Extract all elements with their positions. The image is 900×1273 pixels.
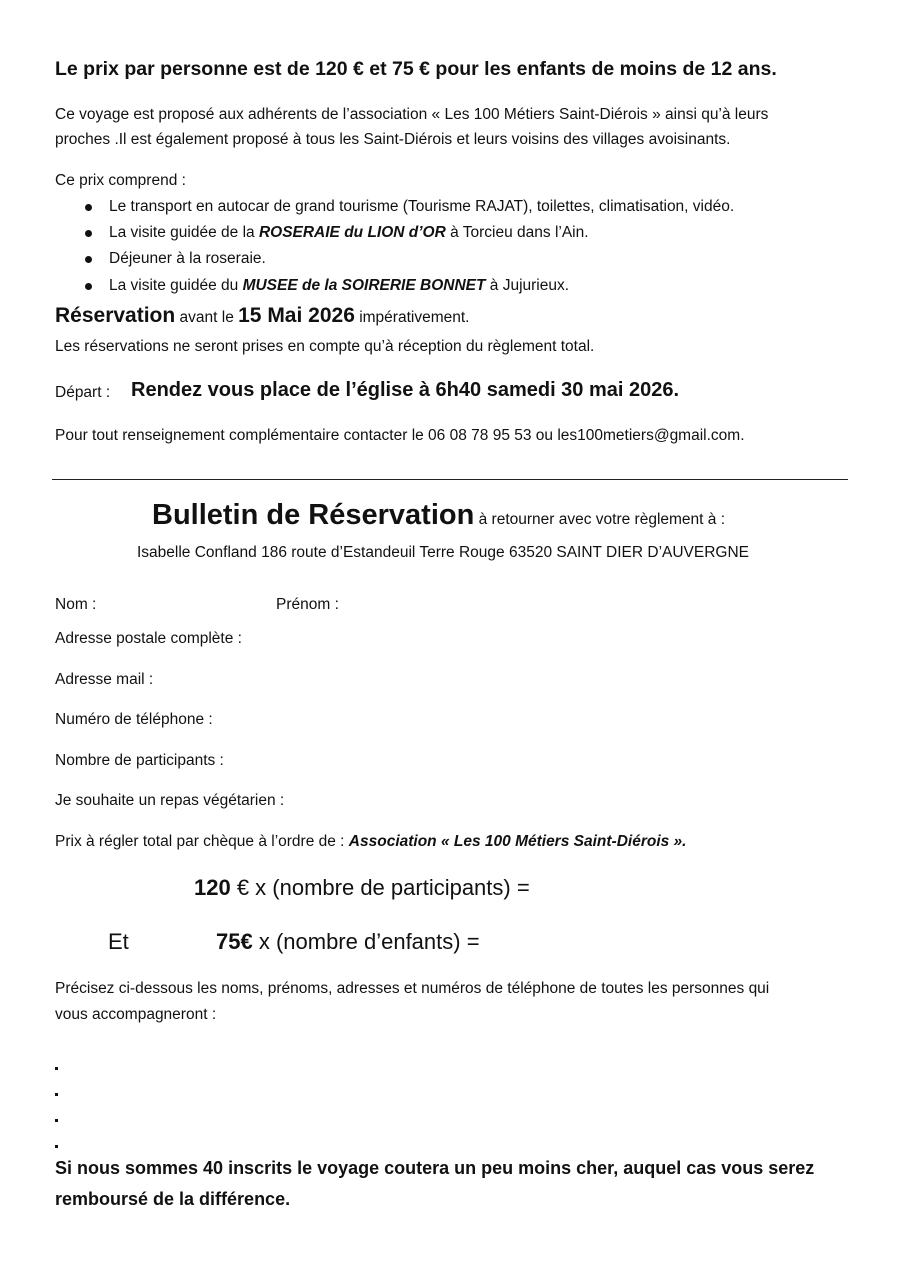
bullet-icon [85, 230, 92, 237]
item-text: La visite guidée de la [109, 224, 259, 241]
closing-line1: Si nous sommes 40 inscrits le voyage coutera un peu moins cher, auquel cas vous serez [55, 1158, 815, 1178]
form-nom-label: Nom : [55, 596, 97, 613]
roseraie-name: ROSERAIE du LION d’OR [258, 224, 446, 241]
blank-line-dot [55, 1145, 58, 1148]
includes-item-transport: Le transport en autocar de grand tourisme (Tourisme RAJAT), toilettes, climatisation, vidéo. [109, 198, 735, 215]
form-adresse-postale-label: Adresse postale complète : [55, 630, 242, 647]
calc-child-rest: x (nombre d’enfants) = [252, 929, 480, 954]
bulletin-header [152, 499, 725, 532]
calc-child-amount: 75€ [216, 929, 253, 954]
reservation-before: avant le [175, 309, 239, 326]
calc-adult-amount: 120 [194, 875, 231, 900]
includes-item-musee [109, 277, 569, 295]
bulletin-address: Isabelle Confland 186 route d’Estandeuil Terre Rouge 63520 SAINT DIER D’AUVERGNE [137, 544, 750, 561]
includes-heading: Ce prix comprend : [55, 172, 186, 189]
bulletin-title: Bulletin de Réservation [152, 499, 475, 531]
bullet-icon [85, 283, 92, 290]
price-headline: Le prix par personne est de 120 € et 75 € pour les enfants de moins de 12 ans. [55, 58, 777, 80]
musee-name: MUSEE de la SOIRERIE BONNET [242, 277, 486, 294]
calc-adult-line [194, 875, 530, 901]
calc-adult-rest: € x (nombre de participants) = [230, 875, 530, 900]
calc-et: Et [108, 929, 129, 954]
item-text: à Jujurieux. [485, 277, 570, 294]
includes-item-roseraie [109, 224, 589, 242]
bullet-icon [85, 204, 92, 211]
reservation-date: 15 Mai 2026 [238, 304, 355, 327]
form-participants-label: Nombre de participants : [55, 752, 224, 769]
contact-text: Pour tout renseignement complémentaire contacter le 06 08 78 95 53 ou les100metiers@gmail.com. [55, 427, 745, 444]
companions-line1: Précisez ci-dessous les noms, prénoms, adresses et numéros de téléphone de toutes les personnes qui [55, 980, 770, 997]
form-telephone-label: Numéro de téléphone : [55, 711, 213, 728]
bulletin-subtitle: à retourner avec votre règlement à : [474, 511, 726, 528]
form-payment-line [55, 833, 686, 851]
payment-payee: Association « Les 100 Métiers Saint-Diérois ». [348, 833, 687, 850]
calc-child-line [216, 929, 480, 955]
blank-line-dot [55, 1119, 58, 1122]
item-text: à Torcieu dans l’Ain. [445, 224, 589, 241]
bullet-icon [85, 256, 92, 263]
blank-line-dot [55, 1067, 58, 1070]
closing-line2: remboursé de la différence. [55, 1189, 291, 1209]
departure-text: Rendez vous place de l’église à 6h40 samedi 30 mai 2026. [131, 379, 680, 401]
includes-item-lunch: Déjeuner à la roseraie. [109, 250, 266, 267]
reservation-word: Réservation [55, 304, 176, 327]
section-divider [52, 479, 848, 480]
reservation-note: Les réservations ne seront prises en compte qu’à réception du règlement total. [55, 338, 595, 355]
payment-text: Prix à régler total par chèque à l’ordre de : [55, 833, 349, 850]
companions-line2: vous accompagneront : [55, 1006, 217, 1023]
reservation-after: impérativement. [354, 309, 470, 326]
departure-label: Départ : [55, 384, 111, 401]
item-text: La visite guidée du [109, 277, 243, 294]
offer-text-line2: proches .Il est également proposé à tous les Saint-Diérois et leurs voisins des villages avoisinants. [55, 131, 731, 148]
form-adresse-mail-label: Adresse mail : [55, 671, 154, 688]
form-prenom-label: Prénom : [276, 596, 339, 613]
blank-line-dot [55, 1093, 58, 1096]
reservation-deadline [55, 304, 469, 328]
offer-text-line1: Ce voyage est proposé aux adhérents de l’association « Les 100 Métiers Saint-Diérois » ainsi qu’à leurs [55, 106, 769, 123]
form-vegetarien-label: Je souhaite un repas végétarien : [55, 792, 285, 809]
